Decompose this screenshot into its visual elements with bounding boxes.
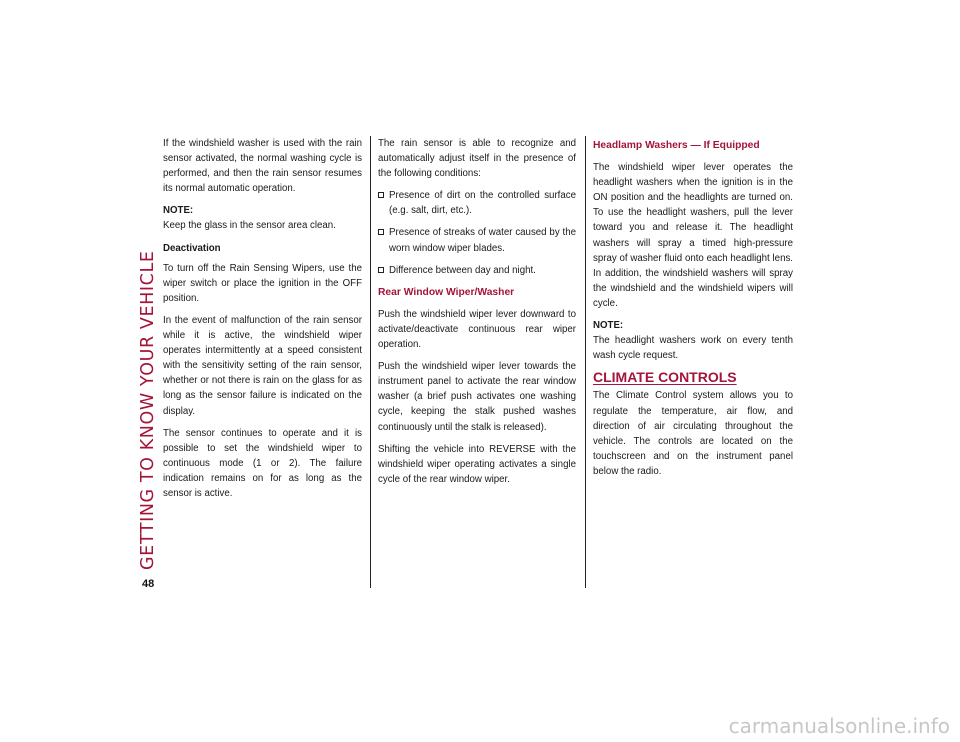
paragraph: The sensor continues to operate and it is possible to set the windshield wiper to continuous mode (1 or 2). The failure indication remains on for as long as the sensor is active. [163, 427, 362, 499]
deactivation-heading: Deactivation [163, 242, 221, 254]
list-item: Presence of dirt on the controlled surface (e.g. salt, dirt, etc.). [378, 188, 576, 218]
checkbox-bullet-icon [378, 192, 384, 198]
note-text: The headlight washers work on every tenth wash cycle request. [593, 335, 793, 362]
note-label: NOTE: [593, 320, 624, 332]
paragraph: Shifting the vehicle into REVERSE with the windshield wiper operating activates a single cycle of the rear window wiper. [378, 443, 576, 485]
chapter-title-vertical [138, 130, 158, 570]
paragraph: Push the windshield wiper lever towards the instrument panel to activate the rear window washer (a brief push activates one washing cycle, keeping the stalk pushed washes continuously until the stalk is released). [378, 361, 576, 433]
paragraph: The rain sensor is able to recognize and automatically adjust itself in the presence of the following conditions: [378, 138, 576, 180]
paragraph: In the event of malfunction of the rain sensor while it is active, the windshield wiper operates intermittently at a speed consistent with the sensitivity setting of the rain sensor, whether or not there is rain on the glass for as long as the sensor failure is indicated on the display. [163, 314, 362, 417]
note-text: Keep the glass in the sensor area clean. [163, 220, 336, 232]
list-item: Presence of streaks of water caused by the worn window wiper blades. [378, 225, 576, 255]
column-divider [585, 136, 586, 588]
column-1 [163, 136, 362, 508]
conditions-list [378, 188, 576, 277]
column-3 [593, 136, 793, 486]
headlamp-washers-heading: Headlamp Washers — If Equipped [593, 140, 760, 151]
list-item: Difference between day and night. [378, 263, 576, 278]
paragraph: If the windshield washer is used with the rain sensor activated, the normal washing cycle is performed, and then the rain sensor resumes its normal automatic operation. [163, 138, 362, 195]
watermark: carmanualsonline.info [728, 714, 950, 738]
paragraph: Push the windshield wiper lever downward to activate/deactivate continuous rear wiper operation. [378, 308, 576, 351]
climate-controls-heading: CLIMATE CONTROLS [593, 369, 737, 386]
checkbox-bullet-icon [378, 229, 384, 235]
note-label: NOTE: [163, 205, 194, 217]
column-2 [378, 136, 576, 494]
paragraph: The Climate Control system allows you to regulate the temperature, air flow, and direction of air circulating throughout the vehicle. The controls are located on the touchscreen and on the instrument panel below the radio. [593, 390, 793, 477]
chapter-title-text: GETTING TO KNOW YOUR VEHICLE [138, 250, 158, 570]
paragraph: The windshield wiper lever operates the headlight washers when the ignition is in the ON position and the headlights are turned on. To use the headlight washers, pull the lever toward you and release it. The headlight washers will spray a timed high-pressure spray of washer fluid onto each headlight lens. In addition, the windshield washers will spray the windshield and the windshield wipers will cycle. [593, 162, 793, 309]
page-number: 48 [142, 578, 155, 590]
column-divider [370, 136, 371, 588]
rear-wiper-heading: Rear Window Wiper/Washer [378, 286, 515, 298]
paragraph: To turn off the Rain Sensing Wipers, use the wiper switch or place the ignition in the OFF position. [163, 262, 362, 304]
checkbox-bullet-icon [378, 267, 384, 273]
